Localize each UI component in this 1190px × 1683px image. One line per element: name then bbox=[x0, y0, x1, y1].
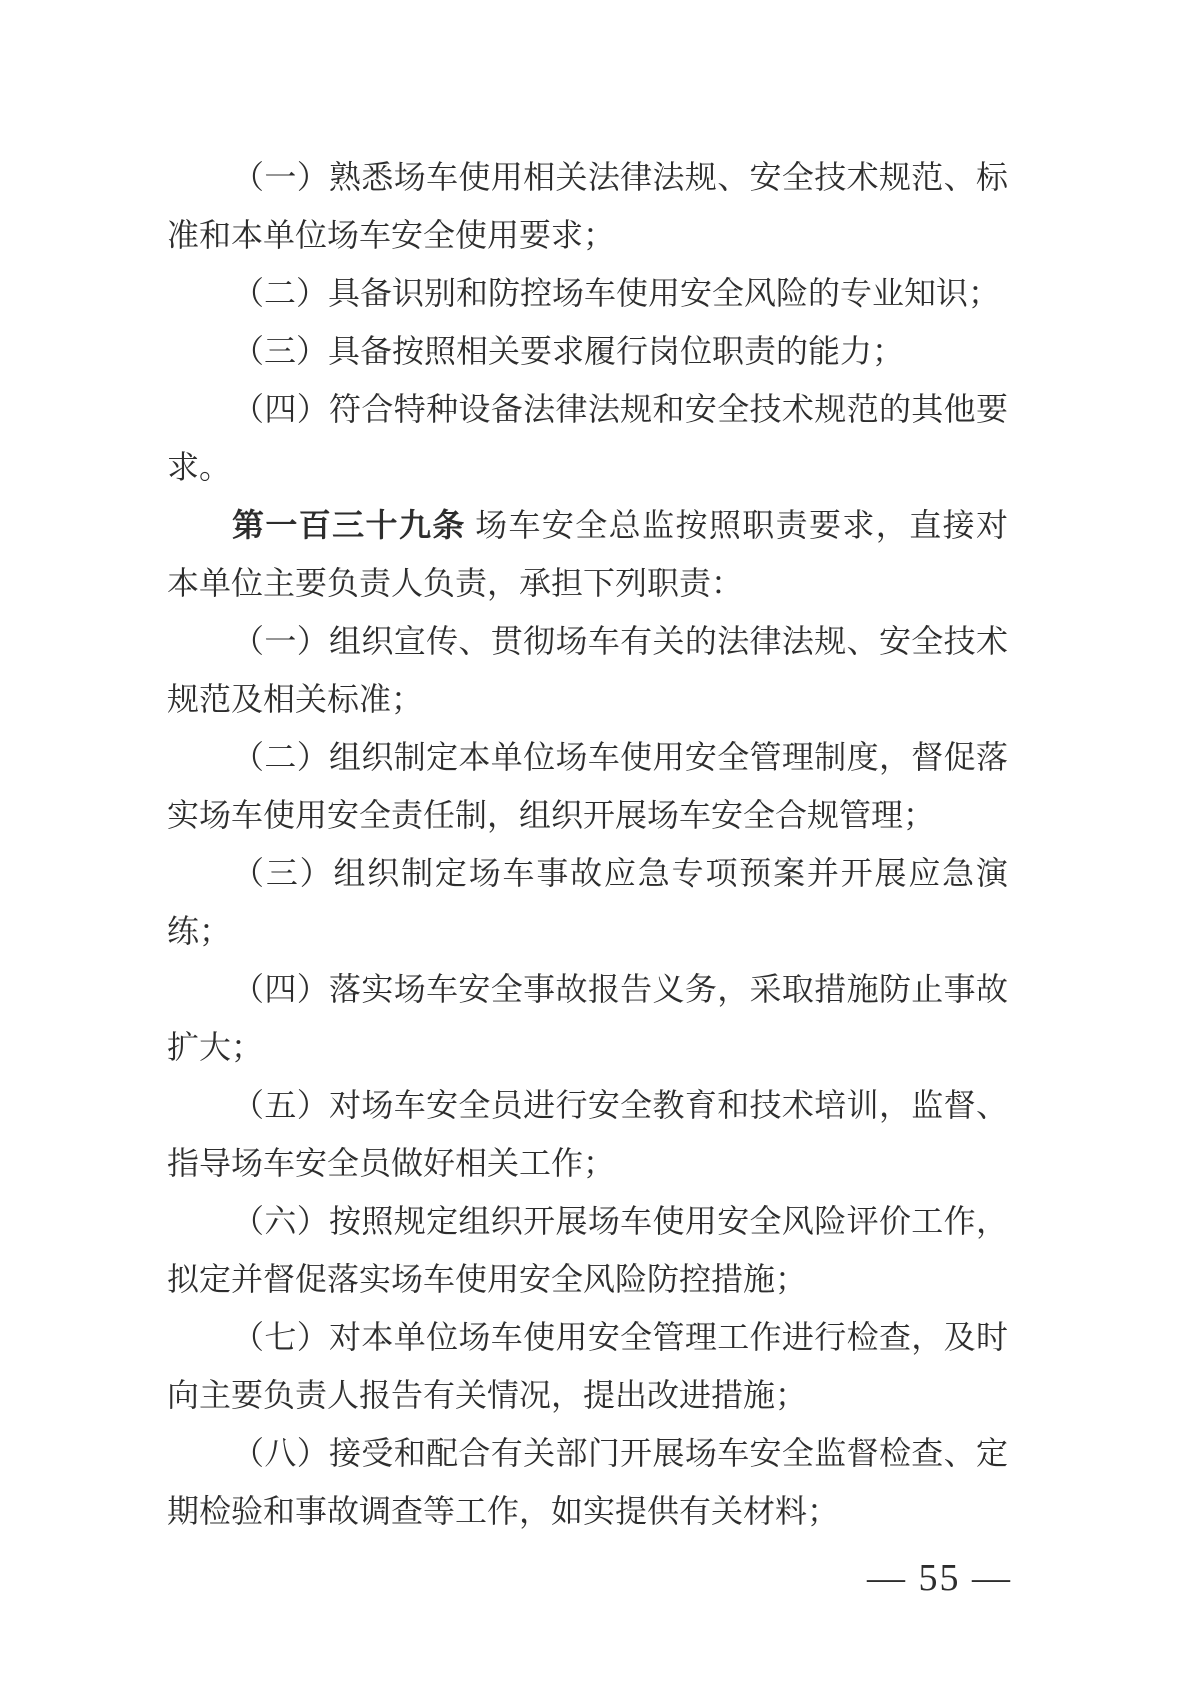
text-line bbox=[167, 1424, 1008, 1482]
body-text: （五）对场车安全员进行安全教育和技术培训，监督、 bbox=[232, 1087, 1008, 1123]
text-line bbox=[167, 960, 1008, 1018]
text-line bbox=[167, 554, 1008, 612]
body-text: 规范及相关标准； bbox=[167, 681, 424, 717]
body-text: 指导场车安全员做好相关工作； bbox=[167, 1145, 616, 1181]
text-line bbox=[167, 670, 1008, 728]
body-text: 期检验和事故调查等工作，如实提供有关材料； bbox=[167, 1493, 840, 1529]
body-text: （六）按照规定组织开展场车使用安全风险评价工作， bbox=[232, 1203, 1008, 1239]
body-text: （四）落实场车安全事故报告义务，采取措施防止事故 bbox=[232, 971, 1008, 1007]
body-text: 实场车使用安全责任制，组织开展场车安全合规管理； bbox=[167, 797, 936, 833]
text-line bbox=[167, 380, 1008, 438]
text-line bbox=[167, 728, 1008, 786]
body-text: 练； bbox=[167, 913, 232, 949]
text-line bbox=[167, 496, 1008, 554]
text-line bbox=[167, 438, 1008, 496]
text-line bbox=[167, 264, 1008, 322]
body-text: 扩大； bbox=[167, 1029, 264, 1065]
text-line bbox=[167, 902, 1008, 960]
body-text: （一）熟悉场车使用相关法律法规、安全技术规范、标 bbox=[232, 159, 1008, 195]
text-line bbox=[167, 1134, 1008, 1192]
body-text: （八）接受和配合有关部门开展场车安全监督检查、定 bbox=[232, 1435, 1008, 1471]
text-line bbox=[167, 1366, 1008, 1424]
text-line bbox=[167, 786, 1008, 844]
document-body bbox=[167, 148, 1008, 1540]
text-line bbox=[167, 612, 1008, 670]
text-line bbox=[167, 1482, 1008, 1540]
body-text: （三）组织制定场车事故应急专项预案并开展应急演 bbox=[232, 855, 1008, 891]
body-text: （一）组织宣传、贯彻场车有关的法律法规、安全技术 bbox=[232, 623, 1008, 659]
body-text: （三）具备按照相关要求履行岗位职责的能力； bbox=[232, 333, 905, 369]
body-text: 拟定并督促落实场车使用安全风险防控措施； bbox=[167, 1261, 808, 1297]
text-line bbox=[167, 1076, 1008, 1134]
body-text: 场车安全总监按照职责要求，直接对 bbox=[465, 507, 1008, 543]
text-line bbox=[167, 1308, 1008, 1366]
body-text: 准和本单位场车安全使用要求； bbox=[167, 217, 616, 253]
text-line bbox=[167, 844, 1008, 902]
text-line bbox=[167, 1192, 1008, 1250]
article-number-text: 第一百三十九条 bbox=[232, 507, 466, 543]
body-text: （七）对本单位场车使用安全管理工作进行检查，及时 bbox=[232, 1319, 1008, 1355]
body-text: （二）具备识别和防控场车使用安全风险的专业知识； bbox=[232, 275, 1001, 311]
text-line bbox=[167, 148, 1008, 206]
body-text: 求。 bbox=[167, 449, 232, 485]
body-text: （四）符合特种设备法律法规和安全技术规范的其他要 bbox=[232, 391, 1008, 427]
body-text: 本单位主要负责人负责，承担下列职责： bbox=[167, 565, 744, 601]
page-number: — 55 — bbox=[867, 1557, 1012, 1599]
text-line bbox=[167, 206, 1008, 264]
text-line bbox=[167, 1250, 1008, 1308]
text-line bbox=[167, 322, 1008, 380]
body-text: （二）组织制定本单位场车使用安全管理制度，督促落 bbox=[232, 739, 1008, 775]
text-line bbox=[167, 1018, 1008, 1076]
body-text: 向主要负责人报告有关情况，提出改进措施； bbox=[167, 1377, 808, 1413]
